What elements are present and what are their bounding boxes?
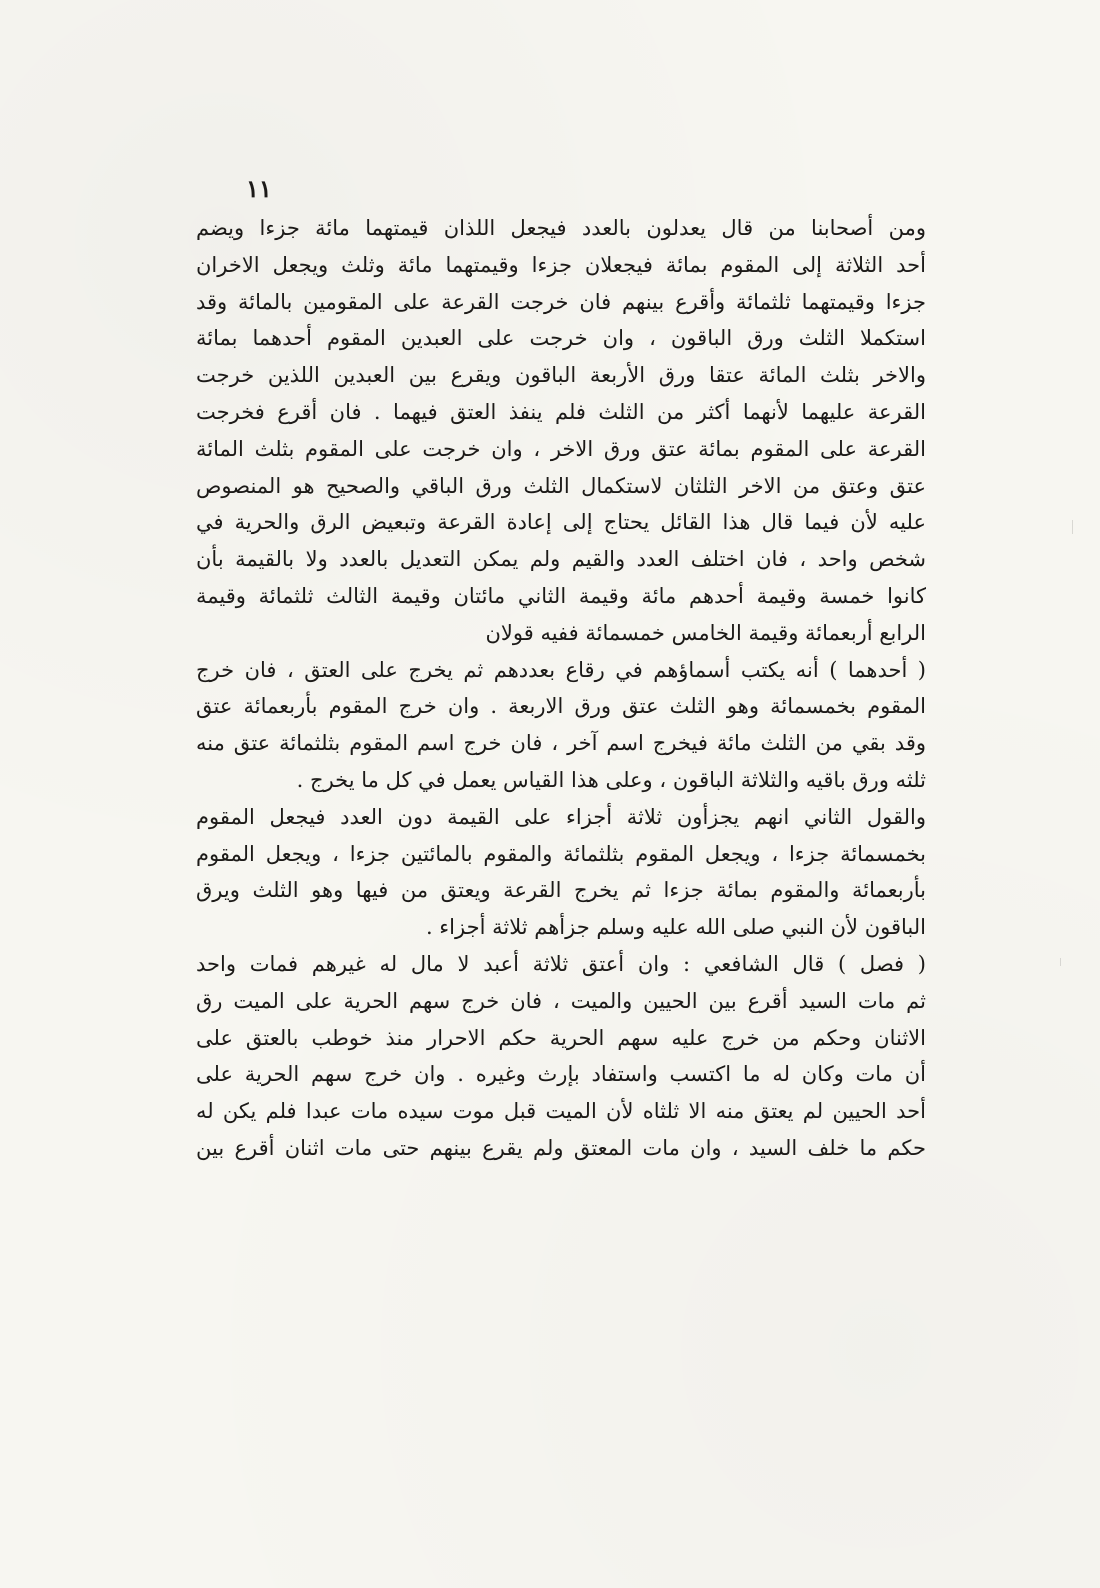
text-line: حكم ما خلف السيد ، وان مات المعتق ولم يقرع بينهم حتى مات اثنان أقرع بين [196,1135,926,1160]
text-line: والاخر بثلث المائة عتقا ورق الأربعة الباقون ويقرع بين العبدين اللذين خرجت [196,363,926,388]
text-line: بخمسمائة جزءا ، ويجعل المقوم بثلثمائة والمقوم بالمائتين جزءا ، ويجعل المقوم [196,841,926,866]
text-line: عليه لأن فيما قال هذا القائل يحتاج إلى إعادة القرعة وتبعيض الرق والحرية في [196,510,926,535]
text-line: الباقون لأن النبي صلى الله عليه وسلم جزأهم ثلاثة أجزاء . [425,915,926,940]
text-line: القرعة عليهما لأنهما أكثر من الثلث فلم ينفذ العتق فيهما . فان أقرع فخرجت [196,399,926,424]
text-line: وقد بقي من الثلث مائة فيخرج اسم آخر ، فان خرج اسم المقوم بثلثمائة عتق منه [196,731,926,756]
text-line: بأربعمائة والمقوم بمائة جزءا ثم يخرج القرعة ويعتق من فيها وهو الثلث ويرق [196,878,926,903]
text-line: ثم مات السيد أقرع بين الحيين والميت ، فان خرج سهم الحرية على الميت رق [196,988,926,1013]
text-line: القرعة على المقوم بمائة عتق ورق الاخر ، وان خرجت على المقوم بثلث المائة [196,436,926,461]
scan-speck [1060,958,1061,966]
text-line: ( فصل ) قال الشافعي : وان أعتق ثلاثة أعبد لا مال له غيرهم فمات واحد [196,951,926,976]
text-line: أحد الثلاثة إلى المقوم بمائة فيجعلان جزءا وقيمتهما مائة وثلث ويجعل الاخران [196,252,926,277]
text-line: استكملا الثلث ورق الباقون ، وان خرجت على العبدين المقوم أحدهما بمائة [196,326,926,351]
text-line: والقول الثاني انهم يجزأون ثلاثة أجزاء على القيمة دون العدد فيجعل المقوم [196,804,926,829]
text-line: أن مات وكان له ما اكتسب واستفاد بإرث وغيره . وان خرج سهم الحرية على [196,1062,926,1087]
text-line: كانوا خمسة وقيمة أحدهم مائة وقيمة الثاني مائتان وقيمة الثالث ثلثمائة وقيمة [196,583,926,608]
text-line: جزءا وقيمتهما ثلثمائة وأقرع بينهم فان خرجت القرعة على المقومين بالمائة وقد [196,289,926,314]
text-line: ثلثه ورق باقيه والثلاثة الباقون ، وعلى هذا القياس يعمل في كل ما يخرج . [296,767,926,792]
scan-speck [1072,520,1073,534]
text-line: عتق وعتق من الاخر الثلثان لاستكمال الثلث ورق الباقي والصحيح هو المنصوص [196,473,926,498]
text-line: الاثنان وحكم من خرج عليه سهم الحرية حكم الاحرار منذ خوطب بالعتق على [196,1025,926,1050]
page-number: ١١ [246,174,272,203]
text-line: أحد الحيين لم يعتق منه الا ثلثاه لأن الميت قبل موت سيده مات عبدا فلم يكن له [196,1099,926,1124]
text-line: ومن أصحابنا من قال يعدلون بالعدد فيجعل اللذان قيمتهما مائة جزءا ويضم [196,216,926,240]
text-line: المقوم بخمسمائة وهو الثلث عتق ورق الاربعة . وان خرج المقوم بأربعمائة عتق [196,694,926,719]
body-text [196,210,926,1167]
text-line: شخص واحد ، فان اختلف العدد والقيم ولم يمكن التعديل بالعدد ولا بالقيمة بأن [196,547,926,572]
text-line: الرابع أربعمائة وقيمة الخامس خمسمائة ففيه قولان [485,620,926,645]
text-line: ( أحدهما ) أنه يكتب أسماؤهم في رقاع بعددهم ثم يخرج على العتق ، فان خرج [196,657,926,682]
